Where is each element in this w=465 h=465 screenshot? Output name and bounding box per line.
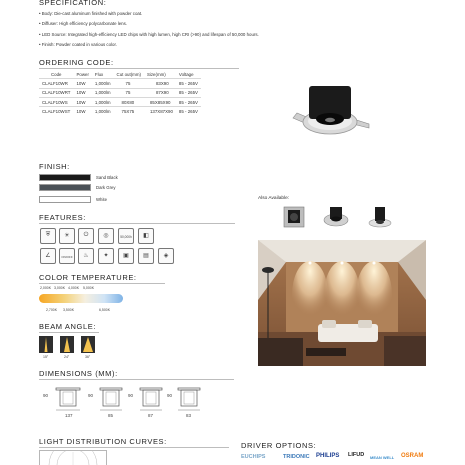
cell-code: CLALF10WST — [39, 107, 73, 116]
cell-flux: 1,000lm — [92, 79, 114, 88]
features-title: FEATURES: — [39, 213, 86, 222]
angle-icon: ∠ — [40, 248, 56, 264]
cct-bottom-label: 3,500K — [63, 308, 75, 312]
finish-swatch-dark-grey — [39, 184, 91, 191]
col-header-cutout: Cut out(mm) — [116, 71, 141, 77]
driver-options-title: DRIVER OPTIONS: — [241, 441, 317, 450]
features-rule — [39, 223, 235, 224]
dimension-drawing — [139, 383, 163, 411]
cell-voltage: 85 - 265V — [176, 88, 201, 97]
col-header-size: Size(mm) — [146, 71, 166, 77]
driver-logo-tridonic: TRIDONIC — [283, 454, 310, 460]
cell-code: CLALF10WS — [39, 97, 73, 106]
finish-label-dark-grey: Dark Grey — [96, 185, 116, 190]
cct-top-label: 2,000K — [40, 286, 52, 290]
dimension-drawing — [99, 383, 123, 411]
dimension-height: 90 — [128, 393, 134, 398]
table-row — [39, 79, 201, 88]
dimension-width: 83 — [186, 413, 192, 418]
interior-room-image — [258, 240, 426, 366]
beam-angle-title: BEAM ANGLE: — [39, 322, 97, 331]
variant-square-trimless-image — [281, 204, 307, 230]
cell-flux: 1,000lm — [92, 107, 114, 116]
also-available-title: Also Available: — [258, 196, 290, 201]
dimension-width: 87 — [148, 413, 154, 418]
spec-line-finish: • Finish: Powder coated in various color. — [39, 42, 117, 47]
variant-round-trimless-image — [367, 204, 393, 230]
dimension-drawing — [55, 383, 81, 411]
cell-code: CLALF10WR — [39, 79, 73, 88]
ordering-header-row — [39, 70, 201, 79]
beam-24-icon — [60, 336, 74, 353]
cell-voltage: 85 - 265V — [176, 79, 201, 88]
bulb-icon: ☀ — [59, 228, 75, 244]
driver-logo-lifud: LIFUD — [348, 452, 365, 458]
color-temperature-title: COLOR TEMPERATURE: — [39, 273, 137, 282]
shield-icon: ⛨ — [40, 228, 56, 244]
ordering-code-title: ORDERING CODE: — [39, 58, 114, 67]
cell-size: 87X90 — [144, 88, 176, 97]
finish-label-sand-black: Sand Black — [96, 175, 118, 180]
col-header-flux: Flux — [94, 71, 104, 77]
cell-voltage: 85 - 265V — [176, 107, 201, 116]
finish-swatch-sand-black — [39, 174, 91, 181]
driver-icon: ▤ — [138, 248, 154, 264]
cell-size: 137X87X90 — [144, 107, 176, 116]
col-header-power: Power — [76, 71, 89, 77]
specification-title: SPECIFICATION: — [39, 0, 107, 7]
cct-top-label: 5,000K — [83, 286, 95, 290]
ordering-table — [39, 70, 201, 115]
beam-label-24: 24° — [64, 355, 70, 359]
cell-cutout: 80X80 — [114, 97, 144, 106]
variant-round-image — [323, 204, 349, 230]
driver-logo-euchips: EUCHIPS — [241, 454, 266, 460]
cct-bottom-label: 2,700K — [46, 308, 58, 312]
spec-line-body: • Body: Die-cast aluminum finished with powder coat. — [39, 11, 143, 16]
spec-line-led-source: • LED Source: Integrated high-efficiency LED chips with high lumen, high CRI (>90) and lifespan of 50,000 hours. — [39, 32, 259, 37]
light-distribution-title: LIGHT DISTRIBUTION CURVES: — [39, 437, 167, 446]
finish-title: FINISH: — [39, 162, 70, 171]
driver-logo-meanwell: MEAN WELL — [370, 455, 395, 460]
beam-label-15: 15° — [43, 355, 49, 359]
cct-top-label: 4,000K — [68, 286, 80, 290]
cell-power: 10W — [73, 88, 91, 97]
ip-icon: ✦ — [98, 248, 114, 264]
sun-icon: ◎ — [98, 228, 114, 244]
table-row — [39, 107, 201, 116]
cell-cutout: 75X75 — [114, 107, 144, 116]
dimension-height: 90 — [43, 393, 49, 398]
finish-label-white: White — [96, 197, 107, 202]
cct-bottom-label: 6,500K — [99, 308, 111, 312]
beam-label-36: 36° — [85, 355, 91, 359]
beam-36-icon — [81, 336, 95, 353]
plug-icon: ⏻ — [78, 228, 94, 244]
beam-15-icon — [39, 336, 53, 353]
driver-logo-osram: OSRAM — [401, 453, 424, 459]
color-temperature-bar — [39, 294, 123, 303]
light-distribution-chart — [39, 450, 107, 465]
cell-power: 10W — [73, 97, 91, 106]
cell-voltage: 85 - 265V — [176, 97, 201, 106]
ordering-rule — [39, 68, 239, 69]
cell-flux: 1,000lm — [92, 97, 114, 106]
cct-top-label: 3,000K — [54, 286, 66, 290]
table-row — [39, 97, 201, 106]
dimension-width: 85 — [108, 413, 114, 418]
cell-power: 10W — [73, 79, 91, 88]
cell-size: 83X90 — [144, 79, 176, 88]
lumen-icon: ◧ — [138, 228, 154, 244]
col-header-code: Code — [51, 71, 62, 77]
lifespan-icon: 50,000h — [118, 228, 134, 244]
cell-size: 85X85X90 — [144, 97, 176, 106]
table-row — [39, 88, 201, 97]
col-header-voltage: Voltage — [178, 71, 194, 77]
cell-power: 10W — [73, 107, 91, 116]
cell-cutout: 75 — [114, 88, 144, 97]
light-distribution-rule — [39, 447, 229, 448]
beam-angle-rule — [39, 332, 99, 333]
cell-cutout: 75 — [114, 79, 144, 88]
spec-line-diffuser: • Diffuser: High efficiency polycarbonate lens. — [39, 21, 128, 26]
ip-rating-icon: ▣ — [118, 248, 134, 264]
driver-logo-philips: PHILIPS — [316, 453, 340, 459]
dimension-drawing — [177, 383, 201, 411]
product-image — [285, 80, 375, 142]
cell-code: CLALF10WRT — [39, 88, 73, 97]
dimmer-icon: ON/OFF — [59, 248, 75, 264]
dimensions-rule — [39, 379, 234, 380]
warranty-icon: ◈ — [158, 248, 174, 264]
temperature-icon: ♨ — [78, 248, 94, 264]
dimension-height: 90 — [88, 393, 94, 398]
finish-swatch-white — [39, 196, 91, 203]
color-temperature-rule — [39, 283, 165, 284]
dimension-width: 137 — [65, 413, 73, 418]
dimensions-title: DIMENSIONS (MM): — [39, 369, 118, 378]
dimension-height: 90 — [167, 393, 173, 398]
cell-flux: 1,000lm — [92, 88, 114, 97]
